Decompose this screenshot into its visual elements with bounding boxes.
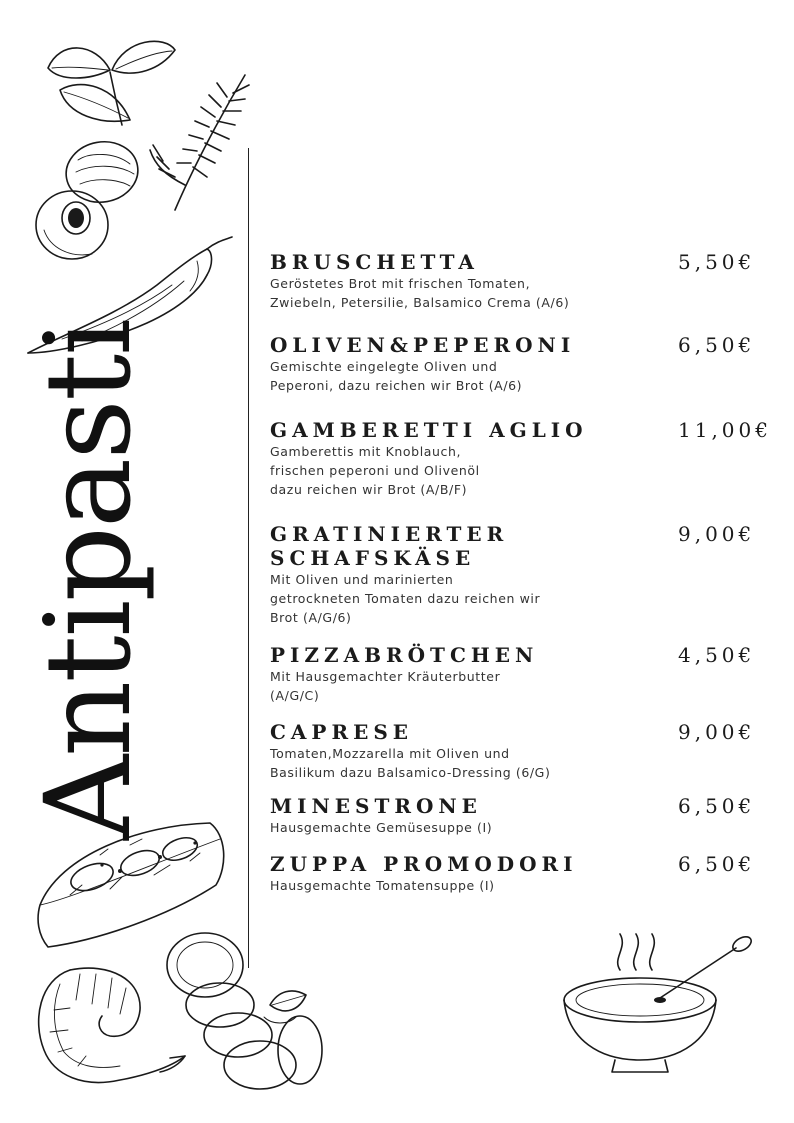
item-name: OLIVEN&PEPERONI — [270, 333, 576, 357]
menu-item — [270, 794, 780, 837]
item-price: 6,50€ — [678, 794, 756, 818]
menu-item — [270, 720, 780, 782]
item-description: Gemischte eingelegte Oliven und Peperoni, dazu reichen wir Brot (A/6) — [270, 359, 523, 393]
item-name: GAMBERETTI AGLIO — [270, 418, 588, 442]
soup-bowl-icon — [560, 930, 760, 1080]
item-price: 6,50€ — [678, 333, 756, 357]
cucumber-slices-icon — [160, 925, 340, 1100]
item-description: Hausgemachte Gemüsesuppe (I) — [270, 820, 493, 835]
menu-item — [270, 333, 780, 395]
item-description: Geröstetes Brot mit frischen Tomaten, Zwiebeln, Petersilie, Balsamico Crema (A/6) — [270, 276, 570, 310]
item-price: 4,50€ — [678, 643, 756, 667]
item-price: 11,00€ — [678, 418, 772, 442]
vertical-divider — [248, 148, 249, 968]
item-name: ZUPPA PROMODORI — [270, 852, 578, 876]
item-description: Tomaten,Mozzarella mit Oliven und Basilikum dazu Balsamico-Dressing (6/G) — [270, 746, 551, 780]
page-title: Antipasti — [19, 320, 157, 840]
menu-item — [270, 643, 780, 705]
item-description: Mit Hausgemachter Kräuterbutter (A/G/C) — [270, 669, 501, 703]
menu-item — [270, 418, 780, 499]
item-description: Mit Oliven und marinierten getrockneten Tomaten dazu reichen wir Brot (A/G/6) — [270, 572, 541, 625]
item-description: Hausgemachte Tomatensuppe (I) — [270, 878, 495, 893]
item-price: 5,50€ — [678, 250, 756, 274]
item-name: BRUSCHETTA — [270, 250, 479, 274]
menu-item — [270, 250, 780, 312]
item-name: MINESTRONE — [270, 794, 482, 818]
menu-item — [270, 522, 780, 627]
item-name: GRATINIERTER SCHAFSKÄSE — [270, 522, 509, 570]
rosemary-sprig-icon — [145, 65, 255, 215]
item-price: 9,00€ — [678, 720, 756, 744]
item-price: 6,50€ — [678, 852, 756, 876]
item-name: PIZZABRÖTCHEN — [270, 643, 539, 667]
item-description: Gamberettis mit Knoblauch, frischen peperoni und Olivenöl dazu reichen wir Brot (A/B/F) — [270, 444, 480, 497]
menu-item — [270, 852, 780, 895]
item-name: CAPRESE — [270, 720, 414, 744]
item-price: 9,00€ — [678, 522, 756, 546]
